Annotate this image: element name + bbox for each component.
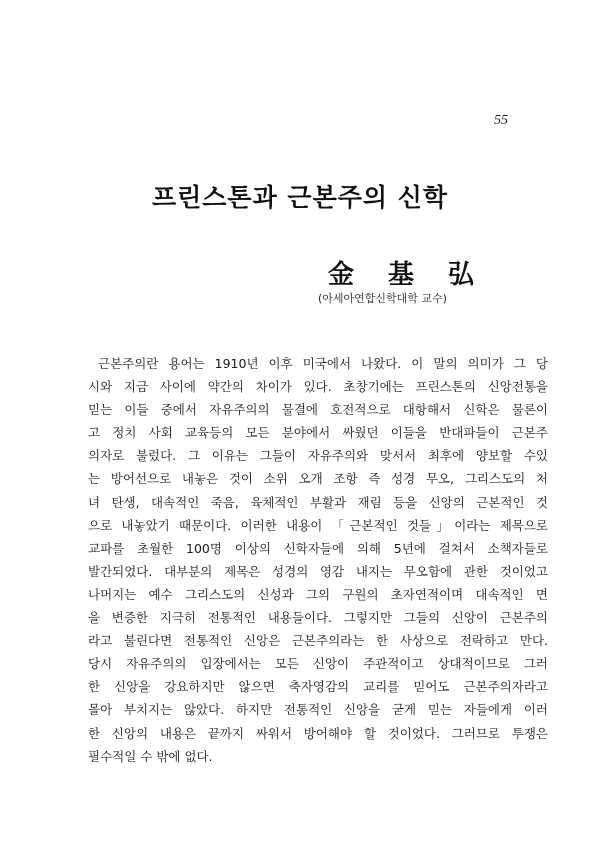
body-line: 의자로 불렀다. 그 이유는 그들이 자유주의와 맞서서 최후에 양보할 수있 bbox=[88, 448, 548, 464]
article-title: 프린스톤과 근본주의 신학 bbox=[151, 183, 449, 212]
body-line: 한 신앙의 내용은 끝까지 싸워서 방어해야 할 것이었다. 그러므로 투쟁은 bbox=[88, 725, 548, 741]
author-name bbox=[328, 254, 474, 291]
body-line: 나머지는 예수 그리스도의 신성과 그의 구원의 초자연적이며 대속적인 면 bbox=[88, 586, 548, 602]
body-line: 근본주의란 용어는 1910년 이후 미국에서 나왔다. 이 말의 의미가 그 당 bbox=[98, 356, 548, 371]
author-char-1: 金 bbox=[328, 260, 355, 290]
author-char-3: 弘 bbox=[447, 260, 474, 290]
body-line: 녀 탄생, 대속적인 죽음, 육체적인 부활과 재림 등을 신앙의 근본적인 것 bbox=[88, 494, 548, 510]
body-line: 한 신앙을 강요하지만 않으면 축자영감의 교리를 믿어도 근본주의자라고 bbox=[88, 679, 548, 695]
page-number: 55 bbox=[494, 113, 508, 128]
body-text bbox=[88, 352, 548, 768]
body-line: 몰아 부치지는 않았다. 하지만 전통적인 신앙을 굳게 믿는 자들에게 이러 bbox=[88, 702, 548, 718]
body-line: 으로 내놓았기 때문이다. 이러한 내용이 「근본적인 것들」이라는 제목으로 bbox=[88, 517, 548, 533]
body-line: 발간되었다. 대부분의 제목은 성경의 영감 내지는 무오함에 관한 것이었고 bbox=[88, 563, 548, 579]
body-line: 시와 지금 사이에 약간의 차이가 있다. 초창기에는 프린스톤의 신앙전통을 bbox=[88, 379, 548, 395]
body-line: 라고 불린다면 전통적인 신앙은 근본주의라는 한 사상으로 전락하고 만다. bbox=[88, 633, 548, 649]
body-line: 필수적일 수 밖에 없다. bbox=[88, 748, 213, 764]
author-affiliation: (아세아연합신학대학 교수) bbox=[318, 292, 447, 305]
body-line: 믿는 이들 중에서 자유주의의 물결에 호전적으로 대항해서 신학은 물론이 bbox=[88, 402, 548, 418]
body-line: 교파를 초월한 100명 이상의 신학자들에 의해 5년에 걸쳐서 소책자들로 bbox=[88, 540, 548, 556]
body-line: 을 변증한 지극히 전통적인 내용들이다. 그렇지만 그들의 신앙이 근본주의 bbox=[88, 610, 548, 626]
author-char-2: 基 bbox=[387, 260, 414, 290]
body-line: 고 정치 사회 교육등의 모든 분야에서 싸웠던 이들을 반대파들이 근본주 bbox=[88, 425, 548, 441]
body-line: 는 방어선으로 내놓은 것이 소위 오개 조항 즉 성경 무오, 그리스도의 처 bbox=[88, 471, 548, 487]
body-line: 당시 자유주의의 입장에서는 모든 신앙이 주관적이고 상대적이므로 그러 bbox=[88, 656, 548, 672]
